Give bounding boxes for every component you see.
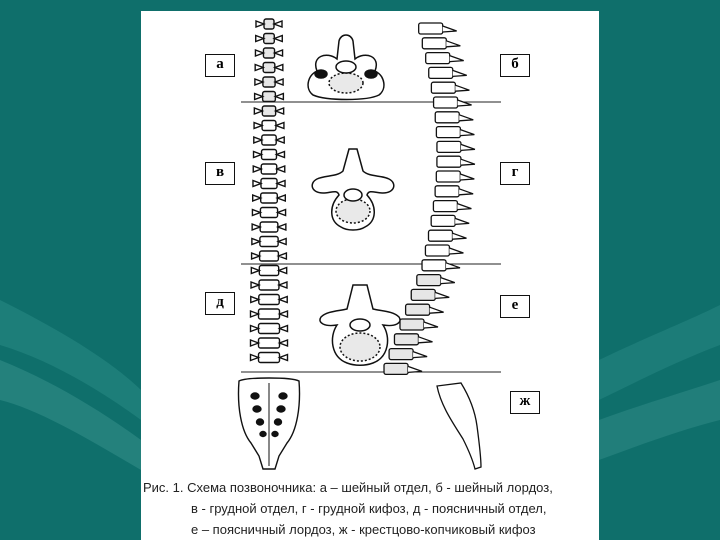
lumbar-vertebra-top-view <box>320 285 400 365</box>
side-vertebra <box>400 319 438 330</box>
side-vertebra <box>436 171 474 182</box>
side-vertebra <box>389 349 427 360</box>
sacrum-coccyx-side <box>437 383 481 469</box>
front-vertebra <box>251 295 287 305</box>
side-vertebra <box>435 186 473 197</box>
label-g: г <box>500 162 530 185</box>
side-vertebra <box>422 260 460 271</box>
front-vertebra <box>251 309 288 319</box>
front-vertebra <box>252 251 287 261</box>
front-vertebra <box>256 19 282 29</box>
side-vertebra <box>417 275 455 286</box>
front-vertebra <box>255 92 284 102</box>
front-vertebra <box>254 121 284 131</box>
caption-line-3: е – поясничный лордоз, ж - крестцово-копчиковый кифоз <box>191 522 536 537</box>
side-vertebra <box>419 23 457 34</box>
side-vertebra <box>431 215 469 226</box>
label-zh: ж <box>510 391 540 414</box>
side-vertebra <box>429 67 467 78</box>
side-vertebra <box>433 201 471 212</box>
front-vertebra <box>252 237 286 247</box>
front-vertebra <box>253 193 286 203</box>
side-vertebra <box>434 97 472 108</box>
front-vertebra <box>251 280 287 290</box>
spine-front-view <box>239 19 300 469</box>
front-vertebra <box>253 179 285 189</box>
label-v: в <box>205 162 235 185</box>
side-vertebra <box>411 289 449 300</box>
front-vertebra <box>255 63 283 73</box>
side-vertebra <box>428 230 466 241</box>
side-vertebra <box>431 82 469 93</box>
front-vertebra <box>254 135 284 145</box>
figure-panel <box>141 11 599 540</box>
caption-line-1: Рис. 1. Схема позвоночника: а – шейный отдел, б - шейный лордоз, <box>143 480 553 495</box>
front-vertebra <box>253 164 285 174</box>
label-e: е <box>500 295 530 318</box>
side-vertebra <box>384 363 422 374</box>
side-vertebra <box>394 334 432 345</box>
side-vertebra <box>436 127 474 138</box>
side-vertebra <box>422 38 460 49</box>
front-vertebra <box>254 150 285 160</box>
spine-side-view <box>384 23 481 469</box>
caption-line-2: в - грудной отдел, г - грудной кифоз, д - поясничный отдел, <box>191 501 547 516</box>
front-vertebra <box>252 222 286 232</box>
label-d: д <box>205 292 235 315</box>
front-vertebra <box>255 48 282 58</box>
front-vertebra <box>251 266 286 276</box>
side-vertebra <box>406 304 444 315</box>
front-vertebra <box>256 34 283 44</box>
front-vertebra <box>251 353 288 363</box>
label-a: а <box>205 54 235 77</box>
label-b: б <box>500 54 530 77</box>
side-vertebra <box>437 156 475 167</box>
side-vertebra <box>435 112 473 123</box>
side-vertebra <box>426 53 464 64</box>
side-vertebra <box>425 245 463 256</box>
front-vertebra <box>251 338 288 348</box>
front-vertebra <box>252 208 285 218</box>
front-vertebra <box>255 77 283 87</box>
front-vertebra <box>251 324 288 334</box>
cervical-vertebra-top-view <box>308 35 384 100</box>
thoracic-vertebra-top-view <box>312 149 394 230</box>
side-vertebra <box>437 141 475 152</box>
front-vertebra <box>254 106 283 116</box>
